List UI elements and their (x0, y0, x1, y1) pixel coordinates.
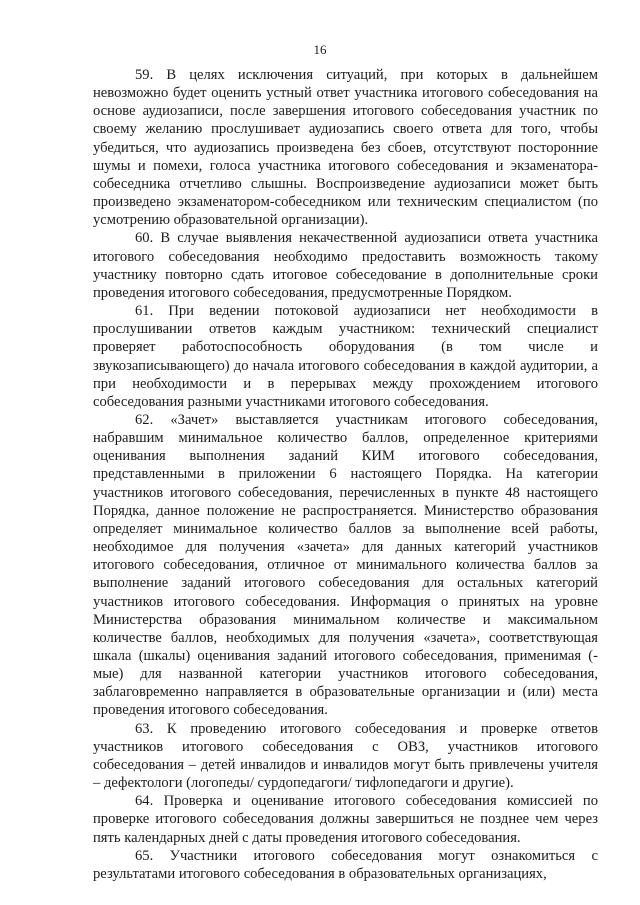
paragraph-63: 63. К проведению итогового собеседования и проверке ответов участников итогового собеседования с ОВЗ, участников итогового собеседования – детей инвалидов и инвалидов могут быть привлечены учителя – дефектологи (логопеды/ сурдопедагоги/ тифлопедагоги и другие). (93, 720, 598, 792)
page-number: 16 (313, 42, 327, 57)
paragraph-60: 60. В случае выявления некачественной аудиозаписи ответа участника итогового собеседования необходимо предоставить возможность такому участнику повторно сдать итоговое собеседование в дополнительные сроки проведения итогового собеседования, предусмотренные Порядком. (93, 230, 598, 301)
paragraph-62: 62. «Зачет» выставляется участникам итогового собеседования, набравшим минимальное количество баллов, определенное критериями оценивания выполнения заданий КИМ итогового собеседования, представленными в приложении 6 настоящего Порядка. На категории участников итогового собеседования, перечисленных в пункте 48 настоящего Порядка, данное положение не распространяется. Министерство образования определяет минимальное количество баллов за выполнение всей работы, необходимое для получения «зачета» для данных категорий участников итогового собеседования, отличное от минимального количества баллов за выполнение заданий итогового собеседования для остальных категорий участников итогового собеседования. Информация о принятых на уровне Министерства образования минимальном количестве и максимальном количестве баллов, необходимых для получения «зачета», соответствующая шкала (шкалы) оценивания заданий итогового собеседования, применимая (-мые) для названной категории участников итогового собеседования, заблаговременно направляется в образовательные организации и (или) места проведения итогового собеседования. (93, 411, 598, 719)
paragraph-61: 61. При ведении потоковой аудиозаписи нет необходимости в прослушивании ответов каждым участником: технический специалист проверяет работоспособность оборудования (в том числе и звукозаписывающего) до начала итогового собеседования в каждой аудитории, а при необходимости и в перерывах между прохождением итогового собеседования разными участниками итогового собеседования. (93, 303, 598, 410)
paragraph-59: 59. В целях исключения ситуаций, при которых в дальнейшем невозможно будет оценить устный ответ участника итогового собеседования на основе аудиозаписи, после завершения итогового собеседования участник по своему желанию прослушивает аудиозапись своего ответа для того, чтобы убедиться, что аудиозапись произведена без сбоев, отсутствуют посторонние шумы и помехи, голоса участника итогового собеседования и экзаменатора-собеседника отчетливо слышны. Воспроизведение аудиозаписи может быть произведено экзаменатором-собеседником или техническим специалистом (по усмотрению образовательной организации). (93, 67, 598, 229)
paragraph-64: 64. Проверка и оценивание итогового собеседования комиссией по проверке итогового собеседования должны завершиться не позднее чем через пять календарных дней с даты проведения итогового собеседования. (93, 793, 598, 846)
paragraph-65: 65. Участники итогового собеседования могут ознакомиться с результатами итогового собеседования в образовательных организациях, (93, 847, 598, 882)
document-body (93, 66, 598, 883)
